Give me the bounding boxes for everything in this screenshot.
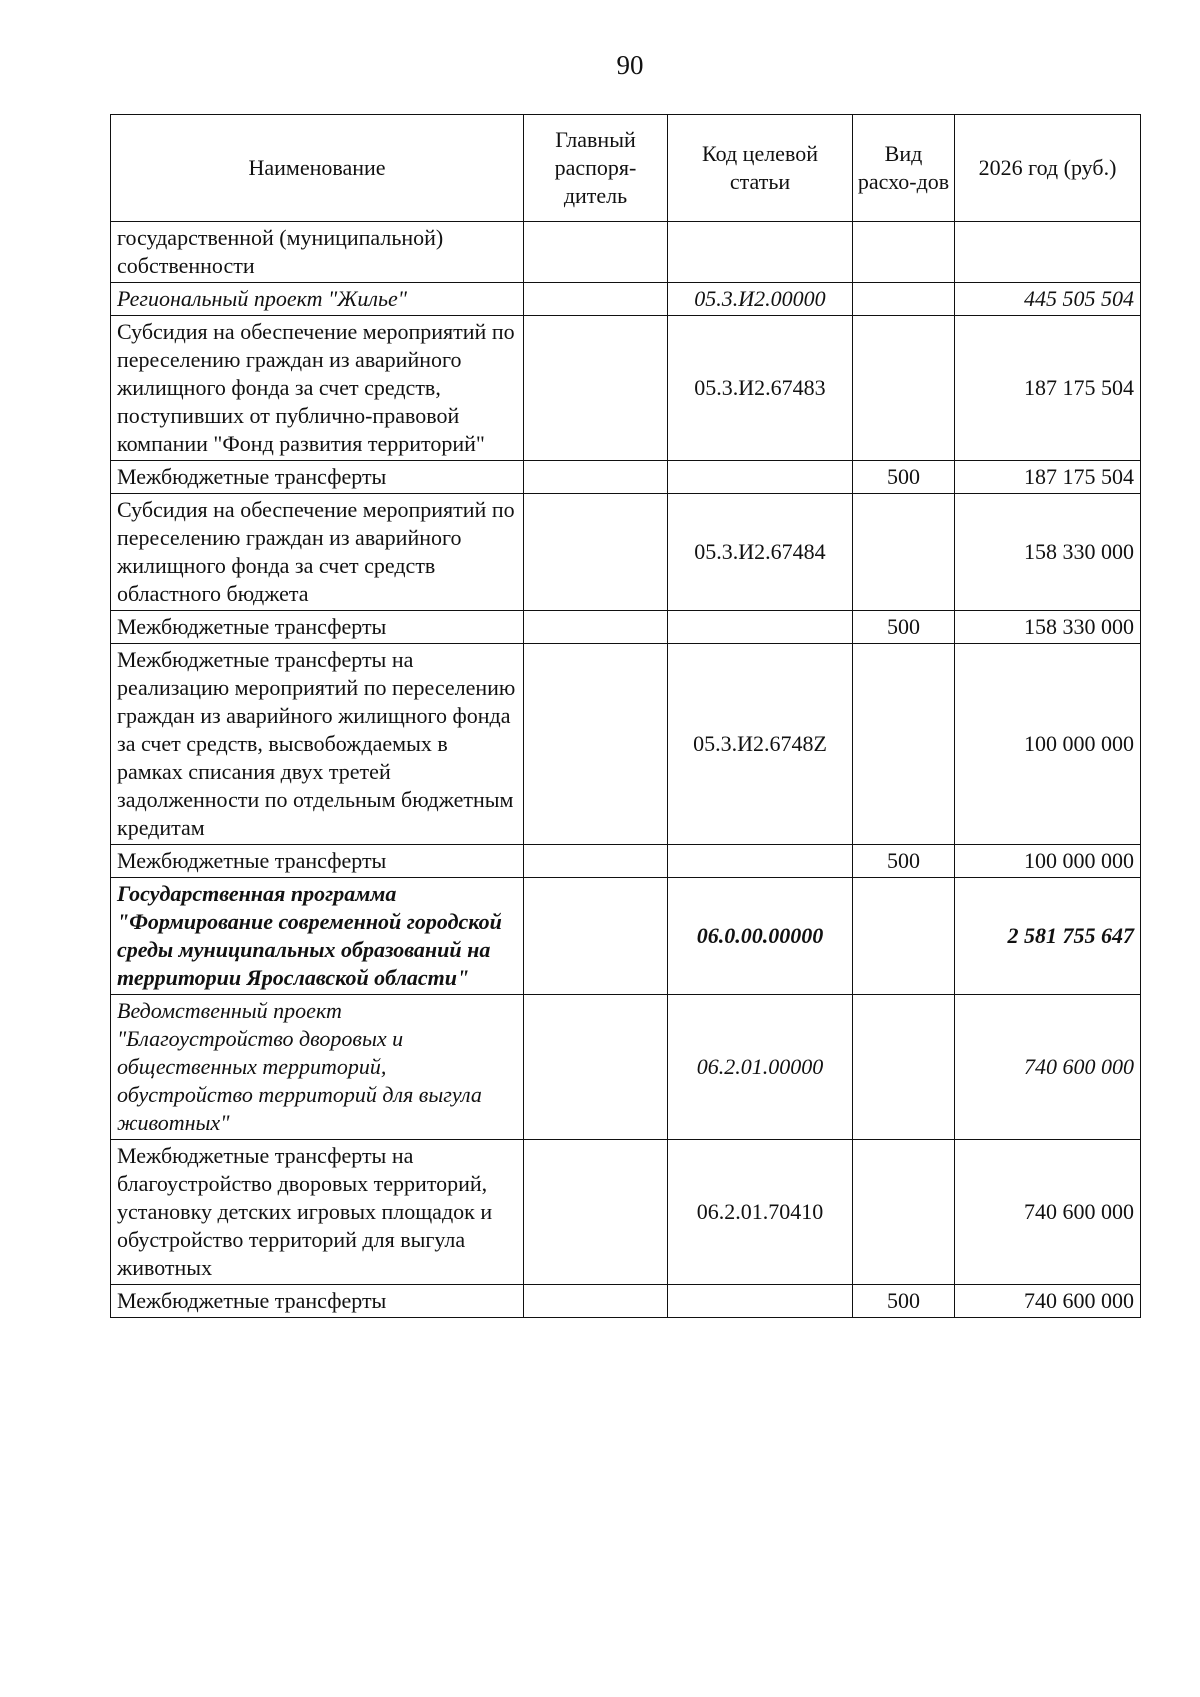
row-sum	[955, 222, 1141, 283]
row-type	[853, 283, 955, 316]
row-type: 500	[853, 845, 955, 878]
row-name: Межбюджетные трансферты	[111, 845, 524, 878]
header-name: Наименование	[111, 115, 524, 222]
row-type	[853, 316, 955, 461]
table-row	[111, 611, 1141, 644]
row-name: Межбюджетные трансферты на благоустройство дворовых территорий, установку детских игровых площадок и обустройство территорий для выгула животных	[111, 1140, 524, 1285]
row-admin	[524, 1285, 668, 1318]
row-name: Межбюджетные трансферты	[111, 461, 524, 494]
row-code	[668, 222, 853, 283]
table-row	[111, 316, 1141, 461]
header-code: Код целевой статьи	[668, 115, 853, 222]
row-admin	[524, 283, 668, 316]
row-name: Субсидия на обеспечение мероприятий по переселению граждан из аварийного жилищного фонда за счет средств областного бюджета	[111, 494, 524, 611]
row-code: 05.3.И2.67483	[668, 316, 853, 461]
row-sum: 187 175 504	[955, 316, 1141, 461]
table-row	[111, 283, 1141, 316]
row-code	[668, 611, 853, 644]
table-row	[111, 845, 1141, 878]
row-code: 06.2.01.70410	[668, 1140, 853, 1285]
row-code	[668, 461, 853, 494]
table-row	[111, 878, 1141, 995]
table-row	[111, 995, 1141, 1140]
row-code	[668, 845, 853, 878]
row-admin	[524, 494, 668, 611]
row-admin	[524, 878, 668, 995]
row-admin	[524, 1140, 668, 1285]
row-code: 06.2.01.00000	[668, 995, 853, 1140]
row-code: 05.3.И2.6748Z	[668, 644, 853, 845]
row-name: Субсидия на обеспечение мероприятий по переселению граждан из аварийного жилищного фонда за счет средств, поступивших от публично-правовой компании "Фонд развития территорий"	[111, 316, 524, 461]
row-sum: 100 000 000	[955, 644, 1141, 845]
table-row	[111, 1140, 1141, 1285]
row-admin	[524, 611, 668, 644]
table-body	[111, 222, 1141, 1318]
table-row	[111, 461, 1141, 494]
row-code: 05.3.И2.67484	[668, 494, 853, 611]
page-number: 90	[616, 50, 644, 80]
row-admin	[524, 644, 668, 845]
table-row	[111, 1285, 1141, 1318]
row-admin	[524, 461, 668, 494]
row-type	[853, 1140, 955, 1285]
row-type: 500	[853, 611, 955, 644]
row-sum: 158 330 000	[955, 494, 1141, 611]
row-sum: 187 175 504	[955, 461, 1141, 494]
row-type	[853, 878, 955, 995]
row-sum: 100 000 000	[955, 845, 1141, 878]
header-sum: 2026 год (руб.)	[955, 115, 1141, 222]
row-code: 06.0.00.00000	[668, 878, 853, 995]
row-sum: 2 581 755 647	[955, 878, 1141, 995]
row-name: Межбюджетные трансферты	[111, 611, 524, 644]
row-sum: 740 600 000	[955, 1285, 1141, 1318]
row-type	[853, 494, 955, 611]
budget-table	[110, 114, 1141, 1318]
header-type: Вид расхо-дов	[853, 115, 955, 222]
table-row	[111, 644, 1141, 845]
row-type	[853, 222, 955, 283]
row-admin	[524, 995, 668, 1140]
row-code: 05.3.И2.00000	[668, 283, 853, 316]
row-type	[853, 995, 955, 1140]
table-row	[111, 494, 1141, 611]
row-type: 500	[853, 461, 955, 494]
row-code	[668, 1285, 853, 1318]
row-name: Межбюджетные трансферты	[111, 1285, 524, 1318]
row-sum: 740 600 000	[955, 995, 1141, 1140]
row-admin	[524, 845, 668, 878]
row-type	[853, 644, 955, 845]
row-admin	[524, 316, 668, 461]
row-admin	[524, 222, 668, 283]
row-sum: 158 330 000	[955, 611, 1141, 644]
row-name: Межбюджетные трансферты на реализацию мероприятий по переселению граждан из аварийного жилищного фонда за счет средств, высвобождаемых в рамках списания двух третей задолженности по отдельным бюджетным кредитам	[111, 644, 524, 845]
row-sum: 445 505 504	[955, 283, 1141, 316]
row-type: 500	[853, 1285, 955, 1318]
row-name: Региональный проект "Жилье"	[111, 283, 524, 316]
row-name: Ведомственный проект "Благоустройство дворовых и общественных территорий, обустройство территорий для выгула животных"	[111, 995, 524, 1140]
row-sum: 740 600 000	[955, 1140, 1141, 1285]
table-header-row	[111, 115, 1141, 222]
header-admin: Главный распоря-дитель	[524, 115, 668, 222]
table-row	[111, 222, 1141, 283]
row-name: государственной (муниципальной) собственности	[111, 222, 524, 283]
row-name: Государственная программа "Формирование современной городской среды муниципальных образований на территории Ярославской области"	[111, 878, 524, 995]
